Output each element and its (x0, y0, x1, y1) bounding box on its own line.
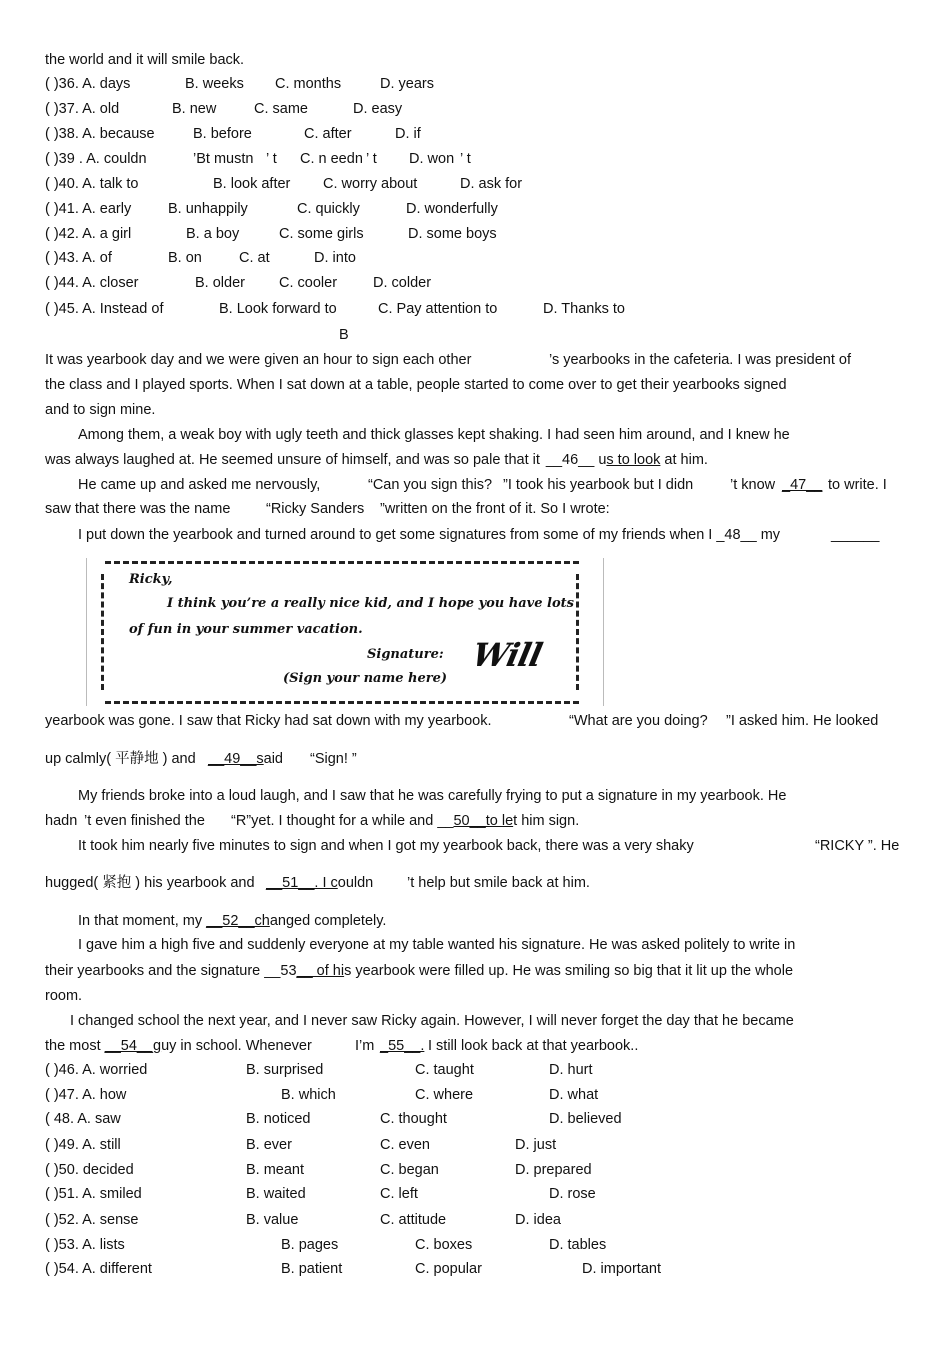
handwritten-signature: Will (468, 636, 545, 674)
text-line: I still look back at that yearbook.. (428, 1038, 639, 1054)
text-line: ’s yearbooks in the cafeteria. I was president of (549, 352, 851, 368)
card-greeting: Ricky, (129, 572, 173, 587)
text-line: hadn (45, 813, 78, 829)
text-line: It was yearbook day and we were given an hour to sign each other (45, 352, 472, 368)
card-line: of fun in your summer vacation. (129, 622, 363, 637)
text-line: saw that there was the name (45, 501, 231, 517)
text-line: ’t help but smile back at him. (407, 875, 590, 891)
text-line: room. (45, 988, 83, 1004)
text-line: It took him nearly five minutes to sign and when I got my yearbook back, there was a very shaky (78, 838, 694, 854)
text-line: the world and it will smile back. (45, 52, 245, 68)
text-line: He came up and asked me nervously, (78, 477, 321, 493)
text-line: their yearbooks and the signature __53__ of his yearbook were filled up. He was smiling so big that it lit up the whole (45, 963, 794, 979)
text-line: I gave him a high five and suddenly everyone at my table wanted his signature. He was asked politely to write in (78, 937, 796, 953)
text-line: was always laughed at. He seemed unsure of himself, and was so pale that it __46__ us to look at him. (45, 452, 708, 468)
text-line: “What are you doing? (569, 713, 708, 729)
text-line: I changed school the next year, and I never saw Ricky again. However, I will never forget the day that he became (70, 1013, 794, 1029)
text-line: __51__. I couldn (266, 875, 374, 891)
signature-hint: (Sign your name here) (283, 671, 448, 686)
signature-label: Signature: (367, 647, 444, 662)
text-line: ’t know (730, 477, 776, 493)
blank-line: ______ (831, 527, 880, 543)
text-line: yearbook was gone. I saw that Ricky had sat down with my yearbook. (45, 713, 492, 729)
text-line: ”written on the front of it. So I wrote: (380, 501, 610, 517)
text-line: __49__said (208, 751, 283, 767)
text-line: the class and I played sports. When I sat down at a table, people started to come over to get their yearbooks signed (45, 377, 787, 393)
text-line: the most __54__guy in school. Whenever (45, 1038, 312, 1054)
text-line: “R”yet. I thought for a while and __50__to let him sign. (231, 813, 580, 829)
text-line: “Sign! ” (310, 751, 357, 767)
text-line: ’t even finished the (84, 813, 205, 829)
text-line: up calmly( 平静地 ) and (45, 751, 196, 767)
text-line: “Can you sign this? (368, 477, 493, 493)
text-line: I’m (355, 1038, 375, 1054)
text-line: I put down the yearbook and turned around to get some signatures from some of my friends when I _48__ my (78, 527, 781, 543)
text-line: ”I asked him. He looked (726, 713, 879, 729)
text-line: and to sign mine. (45, 402, 156, 418)
text-line: “Ricky Sanders (266, 501, 365, 517)
blank-55: _55__. (380, 1038, 425, 1054)
text-line: ”I took his yearbook but I didn (503, 477, 694, 493)
signature-card (86, 558, 604, 706)
text-line: to write. I (828, 477, 887, 493)
section-heading: B (339, 327, 349, 343)
text-line: My friends broke into a loud laugh, and I saw that he was carefully frying to put a signature in my yearbook. He (78, 788, 787, 804)
text-line: In that moment, my __52__changed completely. (78, 913, 387, 929)
text-line: “RICKY ”. He (815, 838, 900, 854)
text-line: hugged( 紧抱 ) his yearbook and (45, 875, 255, 891)
card-line: I think you’re a really nice kid, and I hope you have lots (167, 596, 574, 611)
blank-47: _47__ (782, 477, 823, 493)
text-line: Among them, a weak boy with ugly teeth and thick glasses kept shaking. I had seen him around, and I knew he (78, 427, 790, 443)
